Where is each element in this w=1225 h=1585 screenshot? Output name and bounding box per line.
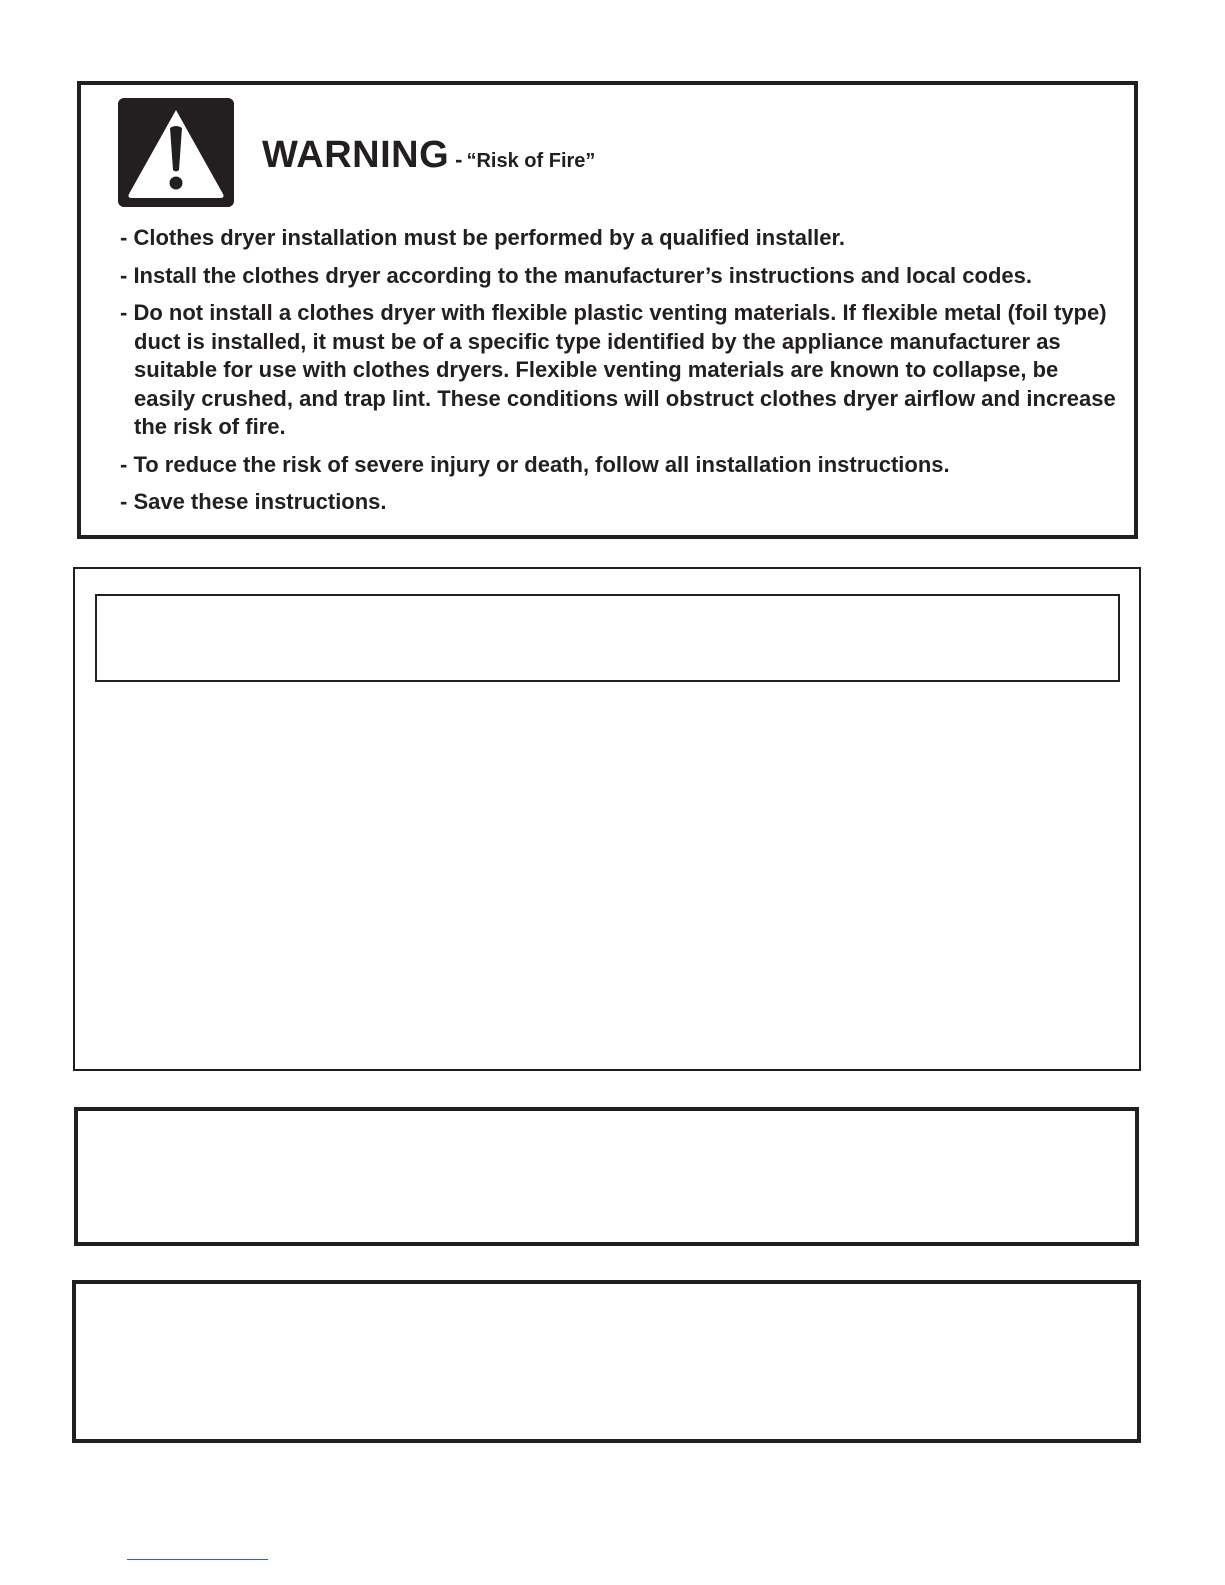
warning-subtitle: “Risk of Fire” bbox=[466, 150, 596, 172]
info-box-header bbox=[95, 594, 1120, 682]
notice-box bbox=[74, 1107, 1139, 1246]
warning-item: - Clothes dryer installation must be performed by a qualified installer. bbox=[120, 225, 845, 250]
warning-list bbox=[120, 224, 1120, 526]
footer-link-underline[interactable] bbox=[127, 1559, 268, 1560]
warning-title: WARNING bbox=[262, 134, 450, 176]
warning-item: - Do not install a clothes dryer with flexible plastic venting materials. If flexible metal (foil type) duct is installed, it must be of a specific type identified by the appliance manufacturer as suitable for use with clothes dryers. Flexible venting materials are known to collapse, be easily crushed, and trap lint. These conditions will obstruct clothes dryer airflow and increase the risk of fire. bbox=[120, 300, 1116, 439]
warning-separator: - bbox=[455, 147, 463, 172]
warning-box bbox=[77, 81, 1138, 539]
notice-box bbox=[72, 1280, 1141, 1443]
warning-exclamation-icon bbox=[118, 98, 234, 207]
warning-item: - To reduce the risk of severe injury or death, follow all installation instructions. bbox=[120, 451, 950, 477]
warning-item: - Install the clothes dryer according to the manufacturer’s instructions and local codes. bbox=[120, 262, 1032, 288]
warning-heading bbox=[262, 136, 595, 174]
warning-item: - Save these instructions. bbox=[120, 489, 387, 514]
